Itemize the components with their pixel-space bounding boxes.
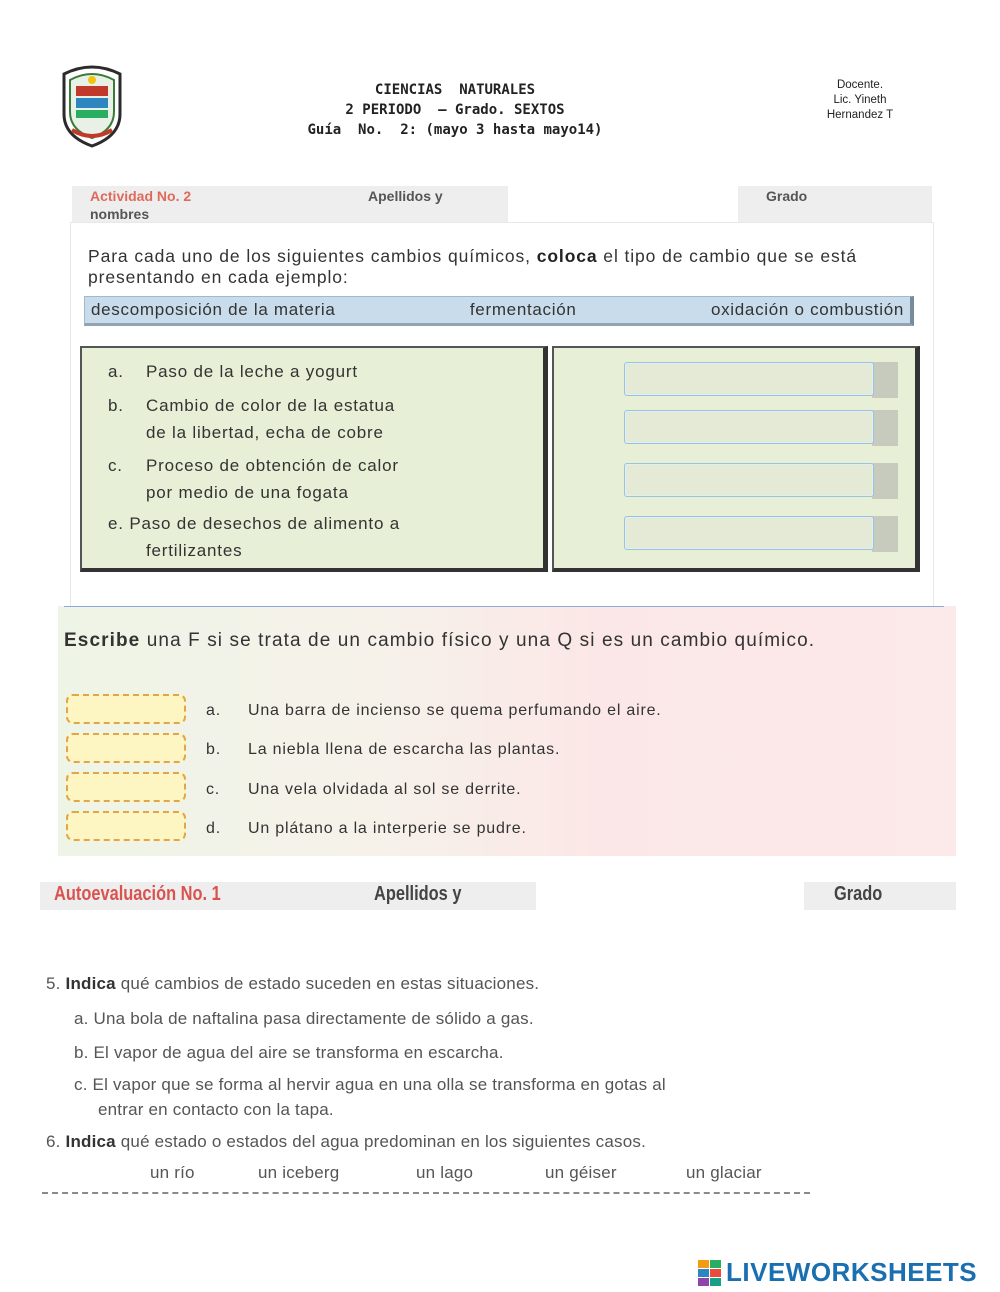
question-bold: Indica [65,974,116,993]
water-case-option: un lago [416,1163,474,1182]
answer-input-b[interactable] [624,410,874,444]
answer-shadow [872,362,898,398]
option-decomposition: descomposición de la materia [91,300,336,319]
item-text-cont: por medio de una fogata [146,483,349,502]
water-case-option: un géiser [545,1163,617,1182]
teacher-block [800,78,920,123]
answer-input-a[interactable] [624,362,874,396]
fq-input-d[interactable] [66,811,186,841]
item-letter: a. [206,702,221,719]
item-text: Una vela olvidada al sol se derrite. [248,781,522,798]
answer-input-c[interactable] [624,463,874,497]
item-text: Paso de la leche a yogurt [146,362,358,381]
water-case-option: un glaciar [686,1163,762,1182]
question-number: 6. [46,1132,61,1151]
item-letter: e. [108,514,124,533]
answer-shadow [872,463,898,499]
item-text: Proceso de obtención de calor [146,456,399,475]
item-text: Cambio de color de la estatua [146,396,396,415]
answer-shadow [872,516,898,552]
subject-title: CIENCIAS NATURALES [374,82,536,98]
answer-input-e[interactable] [624,516,874,550]
teacher-name: Lic. Yineth [833,94,887,106]
activity-label: Actividad No. 2 [90,188,192,204]
section-divider [64,606,944,607]
instruction-text: Para cada uno de los siguientes cambios químicos, [88,246,537,266]
question-6 [46,1132,646,1152]
name-input-area[interactable] [508,186,738,222]
liveworksheets-text: LIVEWORKSHEETS [726,1257,978,1287]
teacher-label: Docente. [836,79,884,91]
example-item [108,392,528,446]
answer-dashed-line [42,1192,810,1194]
option-fermentation: fermentación [469,300,577,319]
period-title: 2 PERIODO – Grado. SEXTOS [345,102,565,118]
fq-item [206,781,521,799]
fq-input-c[interactable] [66,772,186,802]
liveworksheets-logo [698,1257,977,1288]
item-letter: c. [206,781,221,798]
option-oxidation: oxidación o combustión [710,300,904,319]
fq-item [206,741,560,759]
question-bold: Indica [65,1132,116,1151]
names-label: nombres [90,206,150,222]
example-item [108,452,528,506]
water-case-option: un iceberg [258,1163,340,1182]
surname-label: Apellidos y [368,188,443,204]
question-5c-cont: entrar en contacto con la tapa. [98,1100,334,1119]
self-eval-surname-label: Apellidos y [374,883,462,905]
change-type-options-bar [84,296,914,326]
item-letter: b. [108,396,124,415]
example-item [108,510,528,564]
liveworksheets-icon [698,1260,722,1286]
item-letter: b. [206,741,221,758]
section2-instruction [64,628,950,653]
item-text: La niebla llena de escarcha las plantas. [248,741,561,758]
item-letter: a. [108,362,124,381]
fq-item [206,702,662,720]
answer-shadow [872,410,898,446]
self-eval-grade-label: Grado [834,883,883,905]
item-letter: c. [108,456,123,475]
item-text: Un plátano a la interperie se pudre. [248,820,527,837]
guide-title: Guía No. 2: (mayo 3 hasta mayo14) [307,122,603,138]
item-text: Paso de desechos de alimento a [129,514,400,533]
header-title-block [250,80,660,140]
answers-box [552,346,920,572]
self-eval-label: Autoevaluación No. 1 [54,883,221,905]
item-text: Una barra de incienso se quema perfumando el aire. [248,702,662,719]
item-letter: d. [206,820,221,837]
examples-box [80,346,548,572]
water-case-option: un río [150,1163,195,1182]
question-text: qué estado o estados del agua predominan en los siguientes casos. [115,1132,647,1151]
fq-item [206,820,527,838]
fq-input-a[interactable] [66,694,186,724]
grade-label: Grado [766,188,808,204]
question-5b: b. El vapor de agua del aire se transforma en escarcha. [74,1043,504,1062]
question-5 [46,974,539,994]
question-number: 5. [46,974,61,993]
school-crest-logo [58,60,126,148]
instruction-text: una F si se trata de un cambio físico y una Q si es un cambio químico. [140,630,816,651]
instruction-bold: coloca [536,246,598,266]
question-5a: a. Una bola de naftalina pasa directamente de sólido a gas. [74,1009,534,1028]
question-5c: c. El vapor que se forma al hervir agua en una olla se transforma en gotas al [74,1075,666,1094]
example-item [108,358,528,385]
fq-input-b[interactable] [66,733,186,763]
item-text-cont: de la libertad, echa de cobre [146,423,384,442]
teacher-surname: Hernandez T [826,109,894,121]
instruction-text-end: el tipo de cambio que se está presentando en cada ejemplo: [88,246,858,287]
section1-instruction [88,246,918,288]
item-text-cont: fertilizantes [146,541,243,560]
instruction-bold: Escribe [64,630,141,651]
question-text: qué cambios de estado suceden en estas situaciones. [115,974,540,993]
